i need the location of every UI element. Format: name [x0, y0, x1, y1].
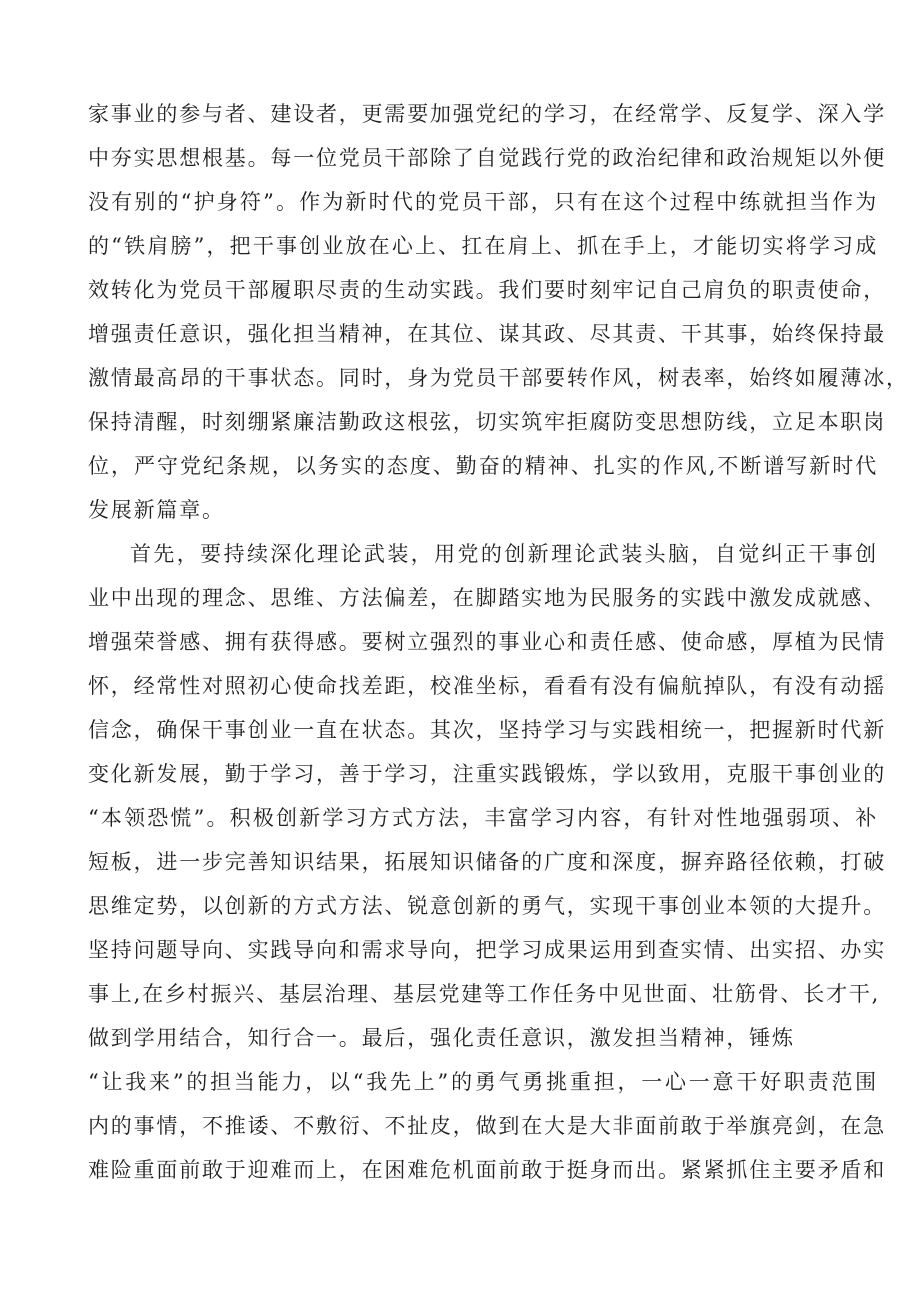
- document-page: [88, 92, 909, 1192]
- text-line: 思维定势，以创新的方式方法、锐意创新的勇气，实现干事创业本领的大提升。: [88, 894, 886, 918]
- text-line: 效转化为党员干部履职尽责的生动实践。我们要时刻牢记自己肩负的职责使命，: [88, 278, 886, 302]
- text-line: 增强责任意识，强化担当精神，在其位、谋其政、尽其责、干其事，始终保持最: [88, 322, 886, 346]
- text-line: 事上,在乡村振兴、基层治理、基层党建等工作任务中见世面、壮筋骨、长才干,: [88, 982, 881, 1006]
- text-line: 信念，确保干事创业一直在状态。其次，坚持学习与实践相统一，把握新时代新: [88, 718, 886, 742]
- text-line: 保持清醒，时刻绷紧廉洁勤政这根弦，切实筑牢拒腐防变思想防线，立足本职岗: [88, 410, 886, 434]
- text-line: 业中出现的理念、思维、方法偏差，在脚踏实地为民服务的实践中激发成就感、: [88, 586, 886, 610]
- text-line: 中夯实思想根基。每一位党员干部除了自觉践行党的政治纪律和政治规矩以外便: [88, 146, 886, 170]
- text-line: 没有别的“护身符”。作为新时代的党员干部，只有在这个过程中练就担当作为: [88, 190, 878, 214]
- text-line: 难险重面前敢于迎难而上，在困难危机面前敢于挺身而出。紧紧抓住主要矛盾和: [88, 1158, 886, 1182]
- text-line: 内的事情，不推诿、不敷衍、不扯皮，做到在大是大非面前敢于举旗亮剑，在急: [88, 1114, 886, 1138]
- text-line: “让我来”的担当能力，以“我先上”的勇气勇挑重担，一心一意干好职责范围: [88, 1070, 878, 1094]
- text-line: 坚持问题导向、实践导向和需求导向，把学习成果运用到查实情、出实招、办实: [88, 938, 886, 962]
- text-line: 怀，经常性对照初心使命找差距，校准坐标，看看有没有偏航掉队，有没有动摇: [88, 674, 886, 698]
- text-line: 变化新发展，勤于学习，善于学习，注重实践锻炼，学以致用，克服干事创业的: [88, 762, 886, 786]
- text-line: 增强荣誉感、拥有获得感。要树立强烈的事业心和责任感、使命感，厚植为民情: [88, 630, 886, 654]
- text-line: 短板，进一步完善知识结果，拓展知识储备的广度和深度，摒弃路径依赖，打破: [88, 850, 886, 874]
- paragraph-2: [88, 532, 886, 1192]
- text-line: “本领恐慌”。积极创新学习方式方法，丰富学习内容，有针对性地强弱项、补: [88, 806, 878, 830]
- text-line: 位，严守党纪条规，以务实的态度、勤奋的精神、扎实的作风,不断谱写新时代: [88, 454, 878, 478]
- text-line: 激情最高昂的干事状态。同时，身为党员干部要转作风，树表率，始终如履薄冰，: [88, 366, 909, 390]
- text-line: 的“铁肩膀”，把干事创业放在心上、扛在肩上、抓在手上，才能切实将学习成: [88, 234, 878, 258]
- text-line: 家事业的参与者、建设者，更需要加强党纪的学习，在经常学、反复学、深入学: [88, 102, 886, 126]
- text-line: 首先，要持续深化理论武装，用党的创新理论武装头脑，自觉纠正干事创: [130, 542, 878, 566]
- paragraph-1: [88, 92, 909, 532]
- text-line: 做到学用结合，知行合一。最后，强化责任意识，激发担当精神，锤炼: [88, 1026, 795, 1050]
- text-line: 发展新篇章。: [88, 498, 225, 522]
